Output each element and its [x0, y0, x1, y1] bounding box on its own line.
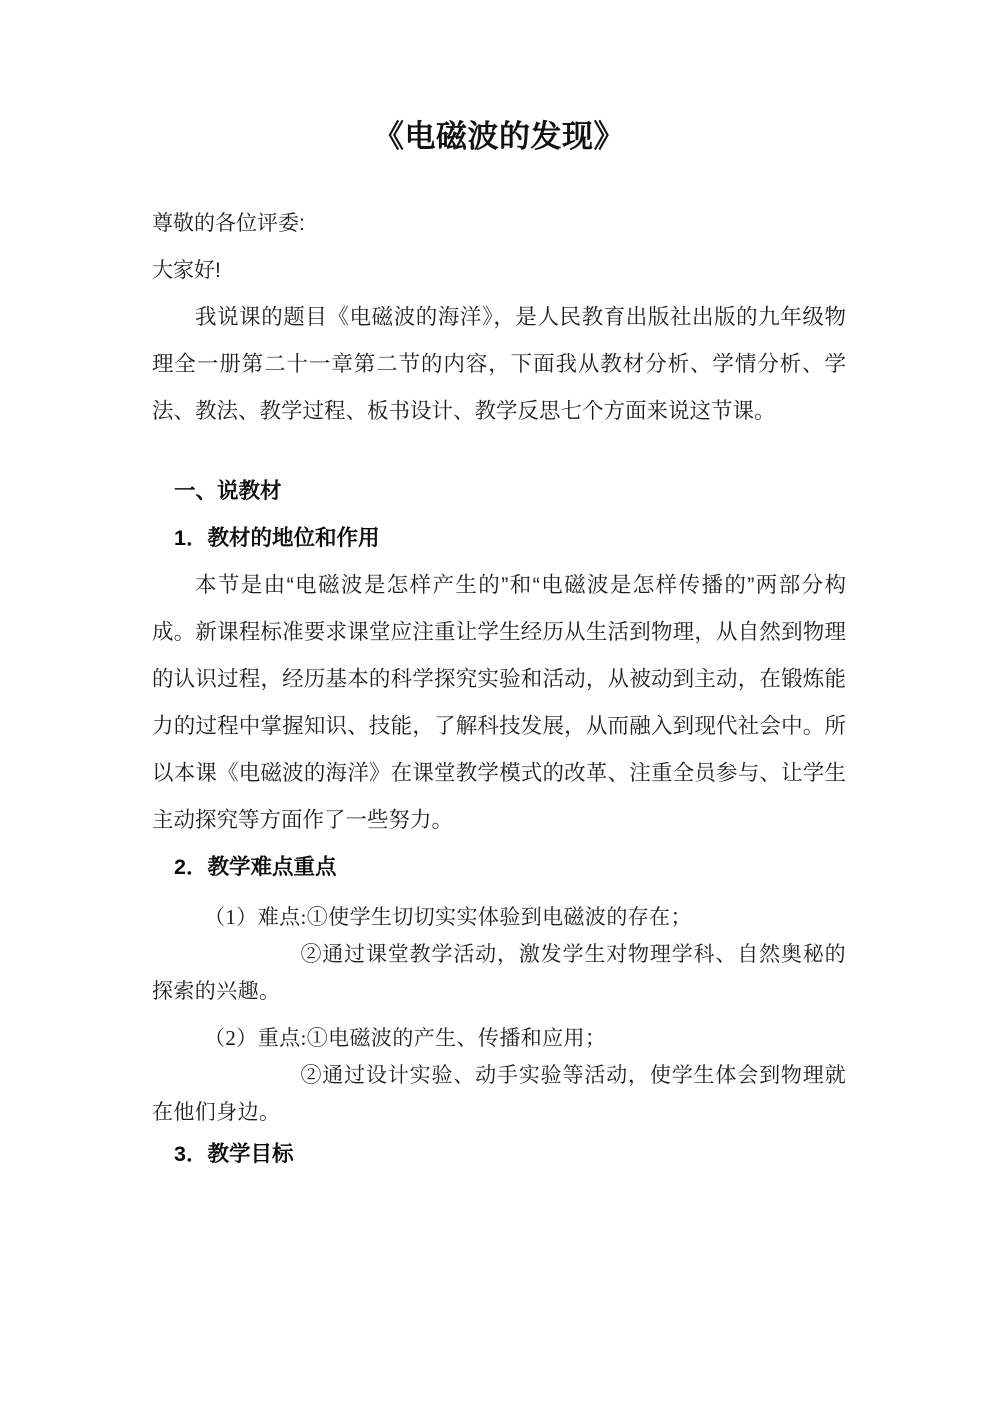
document-content	[152, 0, 846, 1178]
difficulty-point-2-line	[152, 936, 846, 1010]
salutation-line-1: 尊敬的各位评委:	[152, 212, 305, 236]
textbook-role-paragraph: 本节是由“电磁波是怎样产生的”和“电磁波是怎样传播的”两部分构成。新课程标准要求课堂应注重让学生经历从生活到物理，从自然到物理的认识过程，经历基本的科学探究实验和活动，从被动到主动，在锻炼能力的过程中掌握知识、技能，了解科技发展，从而融入到现代社会中。所以本课《电磁波的海洋》在课堂教学模式的改革、注重全员参与、让学生主动探究等方面作了一些努力。	[152, 573, 846, 833]
subsection-heading-teaching-goals: 3．教学目标	[174, 1142, 294, 1167]
spacer	[152, 891, 846, 899]
intro-paragraph: 我说课的题目《电磁波的海洋》，是人民教育出版社出版的九年级物理全一册第二十一章第二节的内容，下面我从教材分析、学情分析、学法、教法、教学过程、板书设计、教学反思七个方面来说这节课。	[152, 305, 846, 424]
difficulty-point-2: ②通过课堂教学活动，激发学生对物理学科、自然奥秘的探索的兴趣。	[152, 942, 846, 1004]
key-point-2: ②通过设计实验、动手实验等活动，使学生体会到物理就在他们身边。	[152, 1063, 846, 1125]
key-item-label-line	[152, 1020, 846, 1057]
page-title: 《电磁波的发现》	[373, 119, 625, 154]
key-point-1: ①电磁波的产生、传播和应用；	[306, 1026, 607, 1051]
subsection-heading-key-difficult-points: 2．教学难点重点	[174, 855, 337, 880]
key-label: （2）重点:	[204, 1026, 307, 1051]
salutation-line-2: 大家好!	[152, 259, 221, 283]
difficulty-point-1: ①使学生切切实实体验到电磁波的存在；	[306, 905, 692, 930]
subsection-heading-textbook-role: 1．教材的地位和作用	[174, 526, 380, 551]
section-heading-say-textbook: 一、说教材	[174, 479, 282, 504]
difficulty-label: （1）难点:	[204, 905, 307, 930]
key-point-2-line	[152, 1057, 846, 1131]
difficulty-item-label-line	[152, 899, 846, 936]
